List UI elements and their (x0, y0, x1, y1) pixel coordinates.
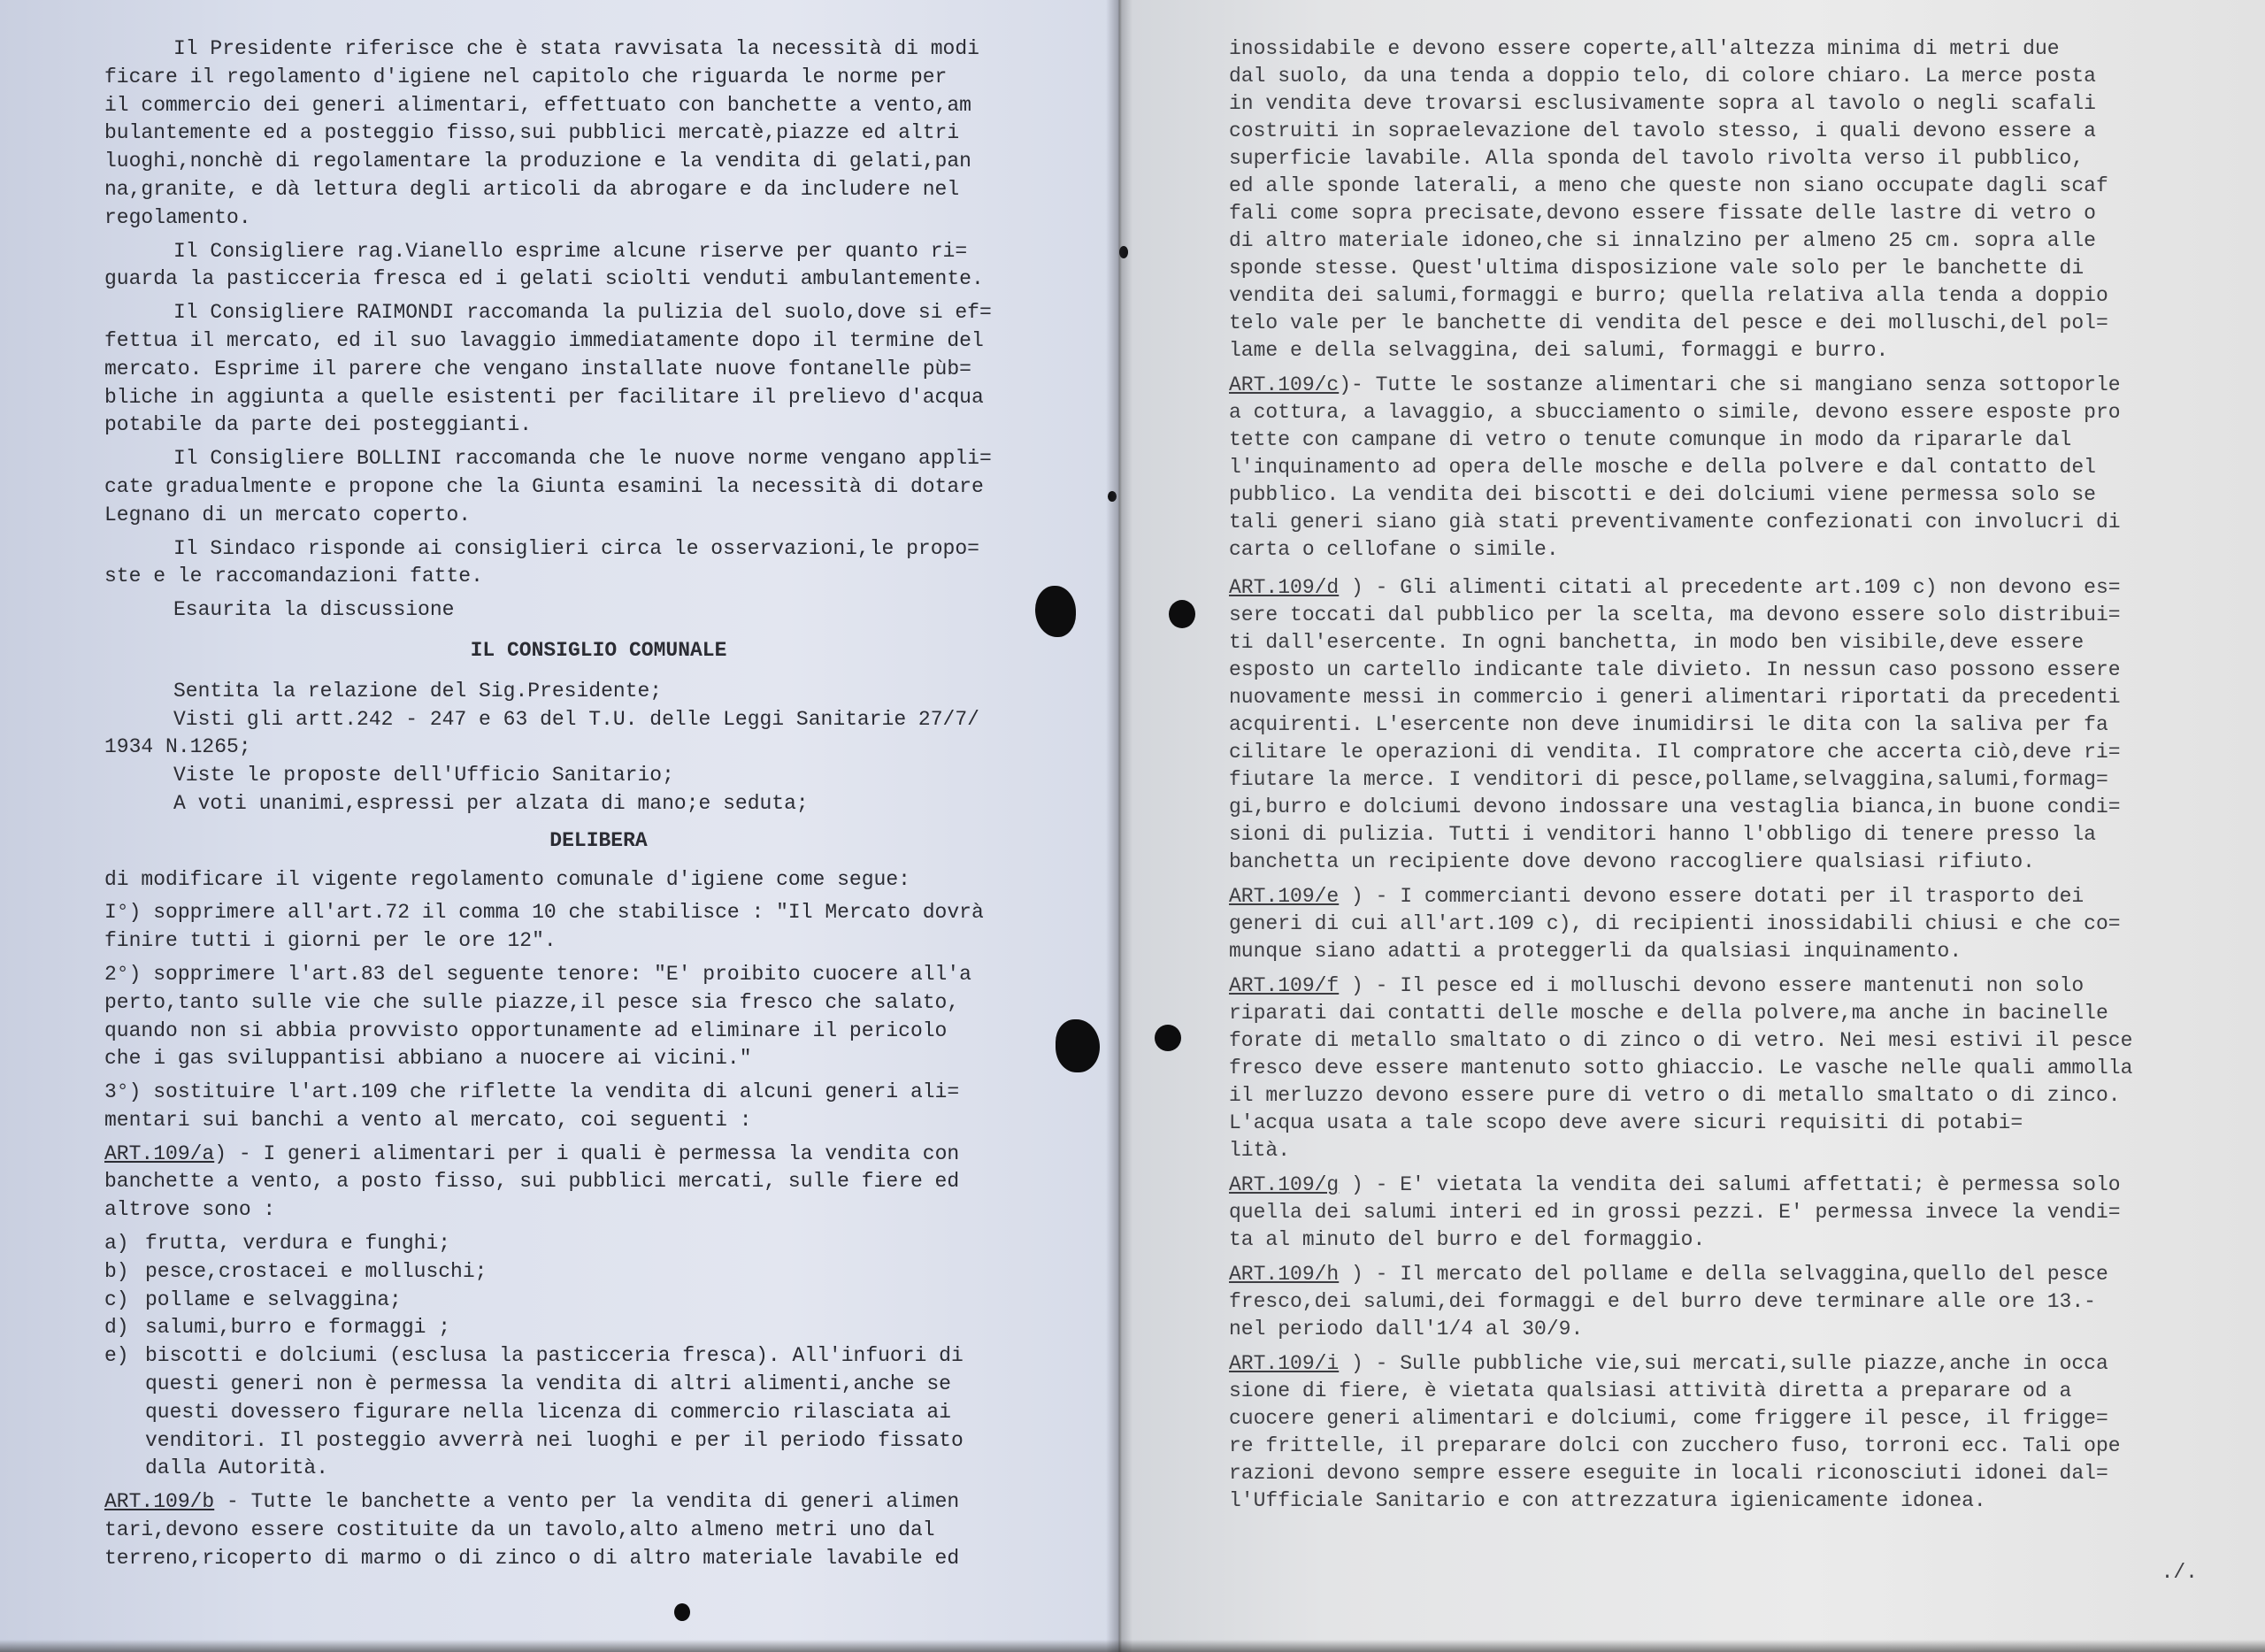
article-109d (1229, 574, 2242, 876)
right-page (1119, 0, 2265, 1652)
paragraph-presidente: Il Presidente riferisce che è stata ravvisata la necessità di modi ficare il regolamento d'igiene nel capitolo che riguarda le norme per il commercio dei generi alimentari, effettuato con banchette a vento,am bulantemente ed a posteggio fisso,sui pubblici mercatè,piazze ed altri luoghi,nonchè di regolamentare la produzione e la vendita di gelati,pan na,granite, e dà lettura degli articoli da abrogare e da includere nel regolamento. (104, 37, 979, 229)
article-label: ART.109/h (1229, 1263, 1340, 1286)
list-item: b) pesce,crostacei e molluschi; (104, 1259, 488, 1283)
article-109h (1229, 1261, 2242, 1343)
paragraph-continuation: inossidabile e devono essere coperte,all'altezza minima di metri due dal suolo, da una tenda a doppio telo, di colore chiaro. La merce posta in vendita deve trovarsi esclusivamente sopra al tavolo o negli scafali costruiti in sopraelevazione del tavolo stesso, i quali devono essere a superficie lavabile. Alla sponda del tavolo rivolta verso il pubblico, ed alle sponde laterali, a meno che queste non siano occupate dagli scaf fali come sopra precisate,devono essere fissate delle lastre di vetro o di altro materiale idoneo,che si innalzino per almeno 25 cm. sopra alle sponde stesse. Quest'ultima disposizione vale solo per le banchette di vendita dei salumi,formaggi e burro; quella relativa alla tenda a doppio telo vale per le banchette di vendita del pesce e dei molluschi,del pol= lame e della selvaggina, dei salumi, formaggi e burro. (1229, 37, 2108, 362)
bottom-edge-shadow (0, 1640, 2265, 1652)
article-text: - Tutte le banchette a vento per la vendita di generi alimen tari,devono essere costituite da un tavolo,alto almeno metri uno dal terreno,ricoperto di marmo o di zinco o di altro materiale lavabile ed (104, 1490, 960, 1570)
article-109b (104, 1488, 1093, 1572)
page-gutter (1106, 0, 1132, 1652)
article-text: ) - E' vietata la vendita dei salumi affettati; è permessa solo quella dei salumi interi ed in grossi pezzi. E' permessa invece la vendi= ta al minuto del burro e del formaggio. (1229, 1173, 2121, 1251)
punch-hole (1155, 1025, 1181, 1051)
article-label: ART.109/b (104, 1490, 215, 1514)
article-109i (1229, 1350, 2242, 1515)
left-page (0, 0, 1119, 1652)
heading-delibera: DELIBERA (549, 828, 648, 852)
punch-hole (1056, 1019, 1100, 1072)
punto-2: 2°) sopprimere l'art.83 del seguente tenore: "E' proibito cuocere all'a perto,tanto sulle vie che sulle piazze,il pesce sia fresco che salato, quando non si abbia provvisto opportunamente ad eliminare il pericolo che i gas sviluppantisi abbiano a nuocere ai vicini." (104, 962, 971, 1071)
paragraph-sindaco: Il Sindaco risponde ai consiglieri circa le osservazioni,le propo= ste e le raccomandazioni fatte. (104, 536, 979, 588)
premessa-4: A voti unanimi,espressi per alzata di mano;e seduta; (173, 791, 809, 815)
list-item: d) salumi,burro e formaggi ; (104, 1316, 451, 1340)
article-label: ART.109/i (1229, 1352, 1340, 1375)
article-text: ) - Il mercato del pollame e della selvaggina,quello del pesce fresco,dei salumi,dei formaggi e del burro deve terminare alle ore 13.- nel periodo dall'1/4 al 30/9. (1229, 1263, 2108, 1341)
article-label: ART.109/a (104, 1141, 215, 1165)
heading-consiglio-comunale: IL CONSIGLIO COMUNALE (470, 638, 727, 662)
article-label: ART.109/d (1229, 576, 1340, 599)
premessa-3: Viste le proposte dell'Ufficio Sanitario; (173, 764, 674, 788)
article-109f (1229, 972, 2242, 1164)
article-text: ) - Sulle pubbliche vie,sui mercati,sulle piazze,anche in occa sione di fiere, è vietata qualsiasi attività diretta a preparare od a cuocere generi alimentari e dolciumi, come friggere il pesce, il frigge= re frittelle, il preparare dolci con zucchero fuso, torroni ecc. Tali ope razioni devono sempre essere eseguite in locali riconosciuti idonei dal= l'Ufficiale Sanitario e con attrezzatura igienicamente idonea. (1229, 1352, 2121, 1512)
article-text: ) - Il pesce ed i molluschi devono essere mantenuti non solo riparati dai contatti delle mosche e della polvere,ma anche in bacinelle forate di metallo smaltato o di zinco o di vetro. Nei mesi estivi il pesce fresco deve essere mantenuto sotto ghiaccio. Le vasche nelle quali ammolla il merluzzo devono essere pure di vetro o di metallo smaltato o di zinco. L'acqua usata a tale scopo deve avere sicuri requisiti di potabi= lità. (1229, 974, 2133, 1162)
delibera-intro: di modificare il vigente regolamento comunale d'igiene come segue: (104, 867, 910, 891)
article-text: )- Tutte le sostanze alimentari che si mangiano senza sottoporle a cottura, a lavaggio, a sbucciamento o simile, devono essere esposte pro tette con campane di vetro o tenute comunque in modo da ripararle dal l'inquinamento ad opera delle mosche e della polvere e dal contatto del pubblico. La vendita dei biscotti e dei dolciumi viene permessa solo se tali generi siano già stati preventivamente confezionati con involucri di carta o cellofane o simile. (1229, 373, 2121, 561)
punch-hole (674, 1603, 690, 1621)
article-text: ) - I commercianti devono essere dotati per il trasporto dei generi di cui all'art.109 c), di recipienti inossidabili chiusi e che co= munque siano adatti a proteggerli da qualsiasi inquinamento. (1229, 885, 2121, 963)
article-109g (1229, 1172, 2242, 1254)
list-item: c) pollame e selvaggina; (104, 1287, 402, 1311)
article-label: ART.109/e (1229, 885, 1340, 908)
article-label: ART.109/g (1229, 1173, 1340, 1196)
paragraph-vianello: Il Consigliere rag.Vianello esprime alcune riserve per quanto ri= guarda la pasticceria fresca ed i gelati sciolti venduti ambulantemente. (104, 239, 984, 291)
paragraph-raimondi: Il Consigliere RAIMONDI raccomanda la pulizia del suolo,dove si ef= fettua il mercato, ed il suo lavaggio immediatamente dopo il termine del mercato. Esprime il parere che vengano installate nuove fontanelle pùb= bliche in aggiunta a quelle esistenti per facilitare il prelievo d'acqua potabile da parte dei posteggianti. (104, 301, 992, 437)
article-109a (104, 1141, 1093, 1225)
article-109e (1229, 883, 2242, 965)
paragraph-esaurita: Esaurita la discussione (173, 598, 455, 622)
punto-3: 3°) sostituire l'art.109 che riflette la vendita di alcuni generi ali= mentari sui banchi a vento al mercato, coi seguenti : (104, 1080, 960, 1132)
article-109c (1229, 372, 2242, 564)
article-label: ART.109/f (1229, 974, 1340, 997)
generi-list (104, 1230, 1093, 1483)
closing-mark: ./. (2161, 1561, 2198, 1584)
punch-hole (1035, 586, 1076, 637)
premessa-1: Sentita la relazione del Sig.Presidente; (173, 679, 663, 703)
punch-hole (1169, 600, 1195, 628)
article-label: ART.109/c (1229, 373, 1340, 396)
list-item: e) biscotti e dolciumi (esclusa la pasticceria fresca). All'infuori di questi generi non è permessa la vendita di altri alimenti,anche se questi dovessero figurare nella licenza di commercio rilasciata ai venditori. Il posteggio avverrà nei luoghi e per il periodo fissato dalla Autorità. (104, 1344, 964, 1480)
list-item: a) frutta, verdura e funghi; (104, 1232, 451, 1256)
article-text: ) - I generi alimentari per i quali è permessa la vendita con banchette a vento, a posto fisso, sui pubblici mercati, sulle fiere ed altrove sono : (104, 1141, 960, 1222)
premessa-2: Visti gli artt.242 - 247 e 63 del T.U. delle Leggi Sanitarie 27/7/ 1934 N.1265; (104, 707, 979, 759)
paragraph-bollini: Il Consigliere BOLLINI raccomanda che le nuove norme vengano appli= cate gradualmente e propone che la Giunta esamini la necessità di dotare Legnano di un mercato coperto. (104, 447, 992, 526)
punto-1: I°) sopprimere all'art.72 il comma 10 che stabilisce : "Il Mercato dovrà finire tutti i giorni per le ore 12". (104, 901, 984, 953)
article-text: ) - Gli alimenti citati al precedente art.109 c) non devono es= sere toccati dal pubblico per la scelta, ma devono essere solo distribui= ti dall'esercente. In ogni banchetta, in modo ben visibile,deve essere esposto un cartello indicante tale divieto. In nessun caso possono essere nuovamente messi in commercio i generi alimentari riportati da precedenti acquirenti. L'esercente non deve inumidirsi le dita con la saliva per fa cilitare le operazioni di vendita. Il compratore che accerta ciò,deve ri= fiutare la merce. I venditori di pesce,pollame,selvaggina,salumi,formag= gi,burro e dolciumi devono indossare una vestaglia bianca,in buone condi= sioni di pulizia. Tutti i venditori hanno l'obbligo di tenere presso la banchetta un recipiente dove devono raccogliere qualsiasi rifiuto. (1229, 576, 2121, 873)
